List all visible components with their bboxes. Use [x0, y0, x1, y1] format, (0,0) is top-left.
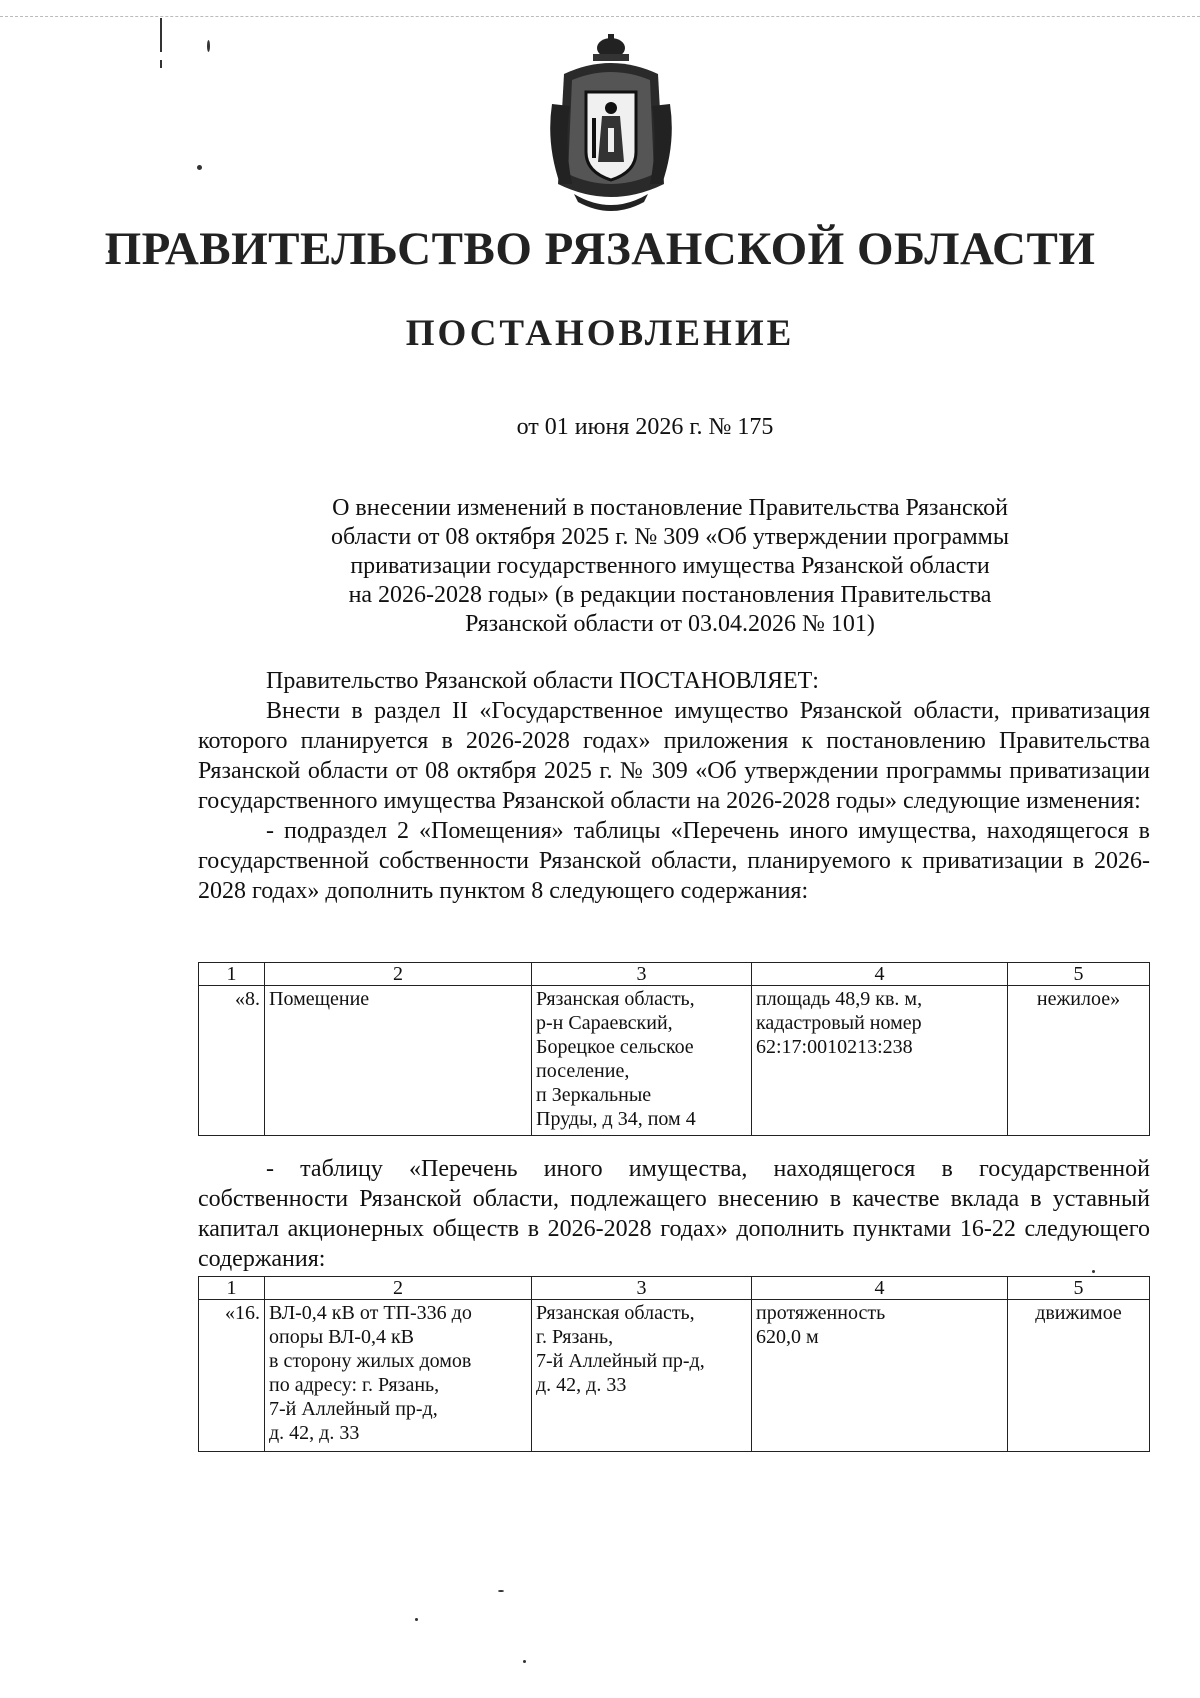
scan-speck: [160, 60, 162, 68]
table-header-cell: 5: [1008, 1277, 1150, 1300]
organization-name: ПРАВИТЕЛЬСТВО РЯЗАНСКОЙ ОБЛАСТИ: [104, 223, 1096, 275]
table-header-row: [199, 963, 1150, 986]
subject-line: на 2026-2028 годы» (в редакции постановления Правительства: [348, 582, 992, 608]
table-header-cell: 4: [752, 963, 1008, 986]
subject-line: О внесении изменений в постановление Правительства Рязанской: [332, 495, 1008, 521]
table-row: [199, 1300, 1150, 1452]
scan-speck: [207, 40, 210, 52]
item-name-line: в сторону жилых домов: [269, 1350, 472, 1372]
scan-speck: [160, 18, 162, 52]
item-name-cell: [265, 1300, 532, 1452]
item-name-line: по адресу: г. Рязань,: [269, 1374, 440, 1396]
resolution-preamble: Правительство Рязанской области ПОСТАНОВЛЯЕТ:: [266, 668, 819, 694]
address-cell: [532, 1300, 752, 1452]
item-name-line: ВЛ-0,4 кВ от ТП-336 до: [269, 1302, 472, 1324]
item-name-line: д. 42, д. 33: [269, 1422, 360, 1444]
table-header-cell: 3: [532, 1277, 752, 1300]
characteristics-line: площадь 48,9 кв. м,: [756, 988, 923, 1010]
address-line: Борецкое сельское: [536, 1036, 694, 1058]
body-section-2: [198, 1154, 1150, 1274]
scan-speck: [523, 1660, 526, 1663]
scan-speck: [415, 1618, 418, 1621]
address-line: р-н Сараевский,: [536, 1012, 673, 1034]
item-name-line: 7-й Аллейный пр-д,: [269, 1398, 438, 1420]
table-header-cell: 2: [265, 1277, 532, 1300]
table-header-cell: 1: [199, 963, 265, 986]
address-line: г. Рязань,: [536, 1326, 614, 1348]
item-name-cell: Помещение: [265, 986, 532, 1136]
resolution-paragraph: Внести в раздел II «Государственное имущество Рязанской области, приватизация которого планируется в 2026-2028 годах» приложения к постановлению Правительства Рязанской области от 08 октября 2025 г. № 309 «Об утверждении программы приватизации государственного имущества Рязанской области на 2026-2028 годы» следующие изменения:: [198, 698, 1150, 814]
amendment-item-2: - таблицу «Перечень иного имущества, находящегося в государственной собственности Рязанской области, подлежащего внесению в качестве вклада в уставный капитал акционерных обществ в 2026-2028 годах» дополнить пунктами 16-22 следующего содержания:: [198, 1156, 1150, 1272]
address-line: Рязанская область,: [536, 988, 695, 1010]
coat-of-arms-emblem: [544, 34, 678, 214]
item-name-line: опоры ВЛ-0,4 кВ: [269, 1326, 414, 1348]
scan-edge-line: [0, 16, 1200, 17]
address-line: п Зеркальные: [536, 1084, 652, 1106]
body-section-1: [198, 666, 1150, 906]
characteristics-line: 62:17:0010213:238: [756, 1036, 913, 1058]
characteristics-line: кадастровый номер: [756, 1012, 922, 1034]
address-line: 7-й Аллейный пр-д,: [536, 1350, 705, 1372]
table-header-cell: 5: [1008, 963, 1150, 986]
subject-line: приватизации государственного имущества Рязанской области: [350, 553, 990, 579]
status-cell: движимое: [1008, 1300, 1150, 1452]
document-type-title: ПОСТАНОВЛЕНИЕ: [405, 313, 795, 354]
authorized-capital-table: [198, 1276, 1150, 1452]
document-subject: [250, 494, 1090, 639]
table-header-cell: 3: [532, 963, 752, 986]
premises-table: [198, 962, 1150, 1136]
row-number-cell: «16.: [199, 1300, 265, 1452]
table-header-cell: 1: [199, 1277, 265, 1300]
table-header-row: [199, 1277, 1150, 1300]
characteristics-line: 620,0 м: [756, 1326, 819, 1348]
subject-line: области от 08 октября 2025 г. № 309 «Об утверждении программы: [331, 524, 1009, 550]
characteristics-cell: [752, 986, 1008, 1136]
scan-speck: [197, 165, 202, 170]
address-line: поселение,: [536, 1060, 630, 1082]
table-header-cell: 4: [752, 1277, 1008, 1300]
row-number-cell: «8.: [199, 986, 265, 1136]
address-line: Пруды, д 34, пом 4: [536, 1108, 696, 1130]
scan-speck: [498, 1590, 504, 1592]
address-line: Рязанская область,: [536, 1302, 695, 1324]
status-cell: нежилое»: [1008, 986, 1150, 1136]
table-header-cell: 2: [265, 963, 532, 986]
characteristics-cell: [752, 1300, 1008, 1452]
amendment-item-1: - подраздел 2 «Помещения» таблицы «Перечень иного имущества, находящегося в государственной собственности Рязанской области, планируемого к приватизации в 2026-2028 годах» дополнить пунктом 8 следующего содержания:: [198, 818, 1150, 904]
address-cell: [532, 986, 752, 1136]
subject-line: Рязанской области от 03.04.2026 № 101): [465, 611, 875, 637]
document-date-number: от 01 июня 2026 г. № 175: [516, 414, 774, 440]
characteristics-line: протяженность: [756, 1302, 886, 1324]
table-row: [199, 986, 1150, 1136]
address-line: д. 42, д. 33: [536, 1374, 627, 1396]
